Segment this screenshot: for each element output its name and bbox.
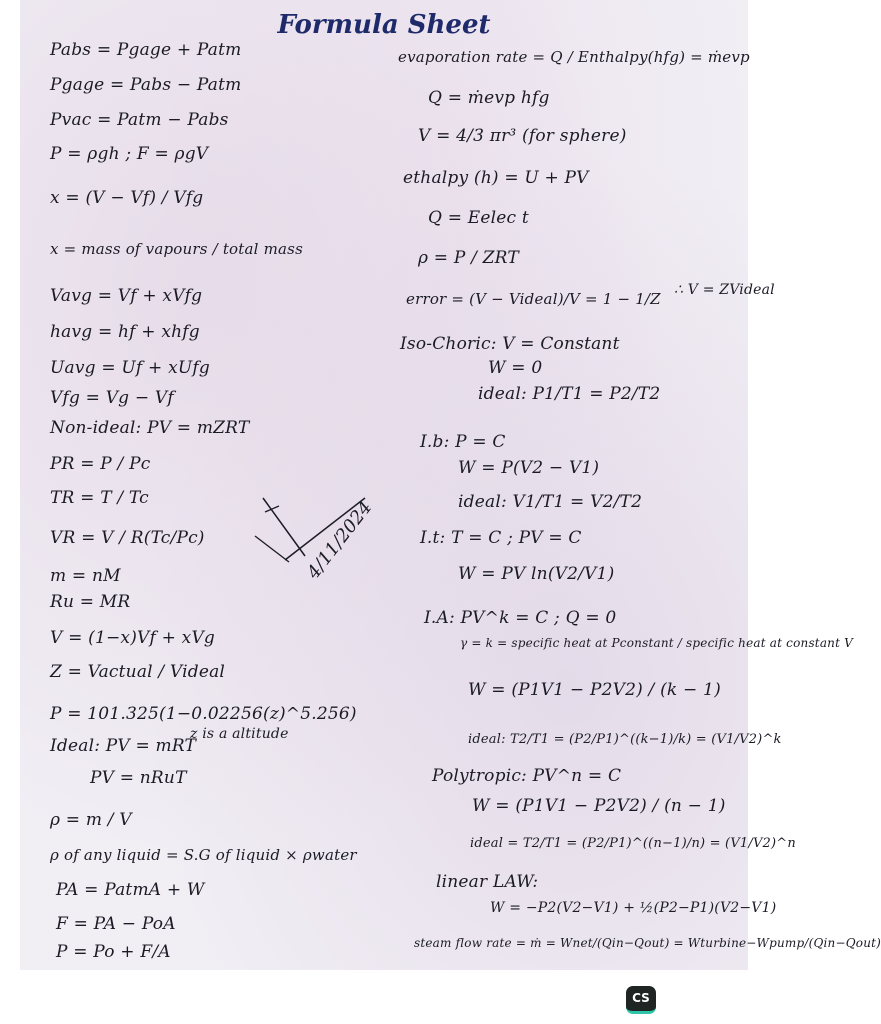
formula-sheet-paper bbox=[20, 0, 881, 970]
formula-line: W = P(V2 − V1) bbox=[458, 458, 600, 478]
formula-line: ideal: P1/T1 = P2/T2 bbox=[478, 384, 661, 404]
formula-line: VR = V / R(Tc/Pc) bbox=[50, 528, 205, 548]
formula-line: γ = k = specific heat at Pconstant / specific heat at constant V bbox=[460, 636, 854, 650]
formula-line: PA = PatmA + W bbox=[56, 880, 205, 900]
formula-line: W = (P1V1 − P2V2) / (k − 1) bbox=[468, 680, 721, 700]
formula-line: evaporation rate = Q / Enthalpy(hfg) = ṁevp bbox=[398, 48, 750, 66]
formula-line: Q = Eelec t bbox=[428, 208, 529, 228]
formula-line: ρ = m / V bbox=[50, 810, 132, 830]
formula-line: Ideal: PV = mRT bbox=[50, 736, 197, 756]
formula-line: Pabs = Pgage + Patm bbox=[50, 40, 242, 60]
formula-line: F = PA − PoA bbox=[56, 914, 176, 934]
date-note: 4/11/2024 bbox=[303, 497, 377, 583]
formula-line: Vavg = Vf + xVfg bbox=[50, 286, 203, 306]
formula-line: Non-ideal: PV = mZRT bbox=[50, 418, 250, 438]
formula-line: ρ = P / ZRT bbox=[418, 248, 519, 268]
formula-line: m = nM bbox=[50, 566, 121, 586]
formula-line: linear LAW: bbox=[436, 872, 539, 892]
formula-line: x = mass of vapours / total mass bbox=[50, 240, 303, 258]
formula-line: Ru = MR bbox=[50, 592, 131, 612]
camscanner-logo: CS bbox=[626, 986, 656, 1014]
formula-line: Iso-Choric: V = Constant bbox=[400, 334, 620, 354]
page-title: Formula Sheet bbox=[277, 10, 491, 40]
formula-line: I.A: PV^k = C ; Q = 0 bbox=[424, 608, 617, 628]
formula-line: havg = hf + xhfg bbox=[50, 322, 200, 342]
formula-line: PV = nRuT bbox=[90, 768, 187, 788]
formula-line: W = (P1V1 − P2V2) / (n − 1) bbox=[472, 796, 726, 816]
formula-line: W = −P2(V2−V1) + ½(P2−P1)(V2−V1) bbox=[490, 900, 777, 916]
formula-line: ρ of any liquid = S.G of liquid × ρwater bbox=[50, 846, 357, 864]
formula-line: I.b: P = C bbox=[420, 432, 506, 452]
formula-line: Uavg = Uf + xUfg bbox=[50, 358, 210, 378]
formula-line: P = ρgh ; F = ρgV bbox=[50, 144, 209, 164]
formula-line: Z = Vactual / Videal bbox=[50, 662, 226, 682]
formula-line: error = (V − Videal)/V = 1 − 1/Z bbox=[406, 290, 661, 308]
formula-line: ideal = T2/T1 = (P2/P1)^((n−1)/n) = (V1/V2)^n bbox=[470, 836, 796, 851]
formula-line: P = Po + F/A bbox=[56, 942, 171, 962]
formula-line: Vfg = Vg − Vf bbox=[50, 388, 174, 408]
formula-line: Polytropic: PV^n = C bbox=[432, 766, 622, 786]
formula-line: TR = T / Tc bbox=[50, 488, 149, 508]
formula-line: ideal: T2/T1 = (P2/P1)^((k−1)/k) = (V1/V2)^k bbox=[468, 732, 782, 747]
formula-line: x = (V − Vf) / Vfg bbox=[50, 188, 204, 208]
formula-line: Pgage = Pabs − Patm bbox=[50, 75, 242, 95]
formula-line: V = 4/3 πr³ (for sphere) bbox=[418, 126, 627, 146]
formula-line: steam flow rate = ṁ = Wnet/(Qin−Qout) = Wturbine−Wpump/(Qin−Qout) bbox=[414, 936, 881, 950]
formula-note: z is a altitude bbox=[190, 726, 289, 742]
formula-line: Q = ṁevp hfg bbox=[428, 88, 550, 108]
formula-line: I.t: T = C ; PV = C bbox=[420, 528, 582, 548]
formula-line: ethalpy (h) = U + PV bbox=[403, 168, 589, 188]
date-scribble bbox=[245, 478, 395, 583]
formula-line: P = 101.325(1−0.02256(z)^5.256) bbox=[50, 704, 357, 724]
formula-line: ∴ V = ZVideal bbox=[674, 282, 775, 298]
formula-line: W = 0 bbox=[488, 358, 543, 378]
formula-line: V = (1−x)Vf + xVg bbox=[50, 628, 216, 648]
formula-line: ideal: V1/T1 = V2/T2 bbox=[458, 492, 643, 512]
formula-line: PR = P / Pc bbox=[50, 454, 151, 474]
formula-line: W = PV ln(V2/V1) bbox=[458, 564, 615, 584]
formula-line: Pvac = Patm − Pabs bbox=[50, 110, 229, 130]
